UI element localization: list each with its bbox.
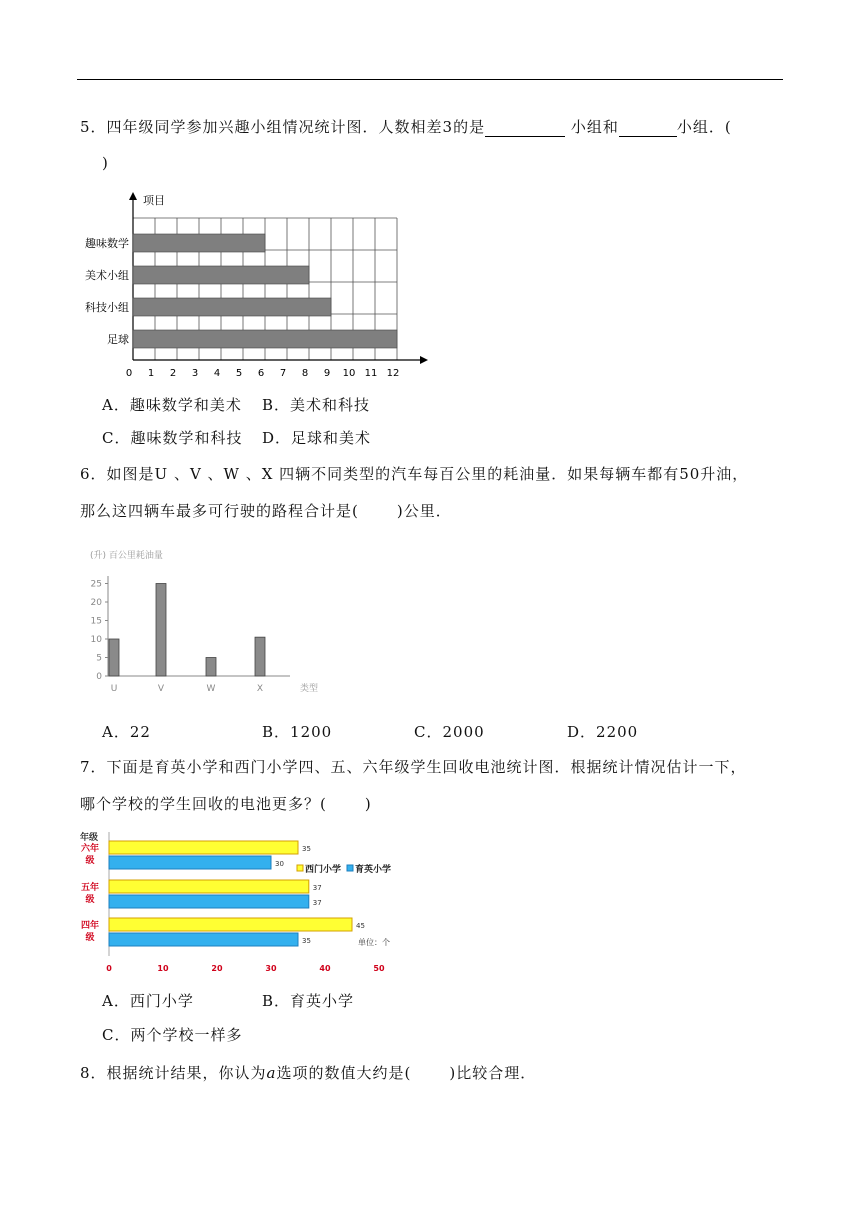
category-label: 科技小组 bbox=[85, 301, 129, 314]
bar bbox=[109, 880, 309, 893]
y-tick-label: 5 bbox=[96, 653, 102, 664]
data-label: 30 bbox=[275, 860, 284, 868]
x-tick-label: V bbox=[157, 684, 165, 694]
q6-option-c[interactable]: C．2000 bbox=[414, 723, 485, 741]
bar bbox=[255, 637, 265, 676]
y-axis-title: 年级 bbox=[80, 833, 99, 843]
q5-stem-text-2: 小组和 bbox=[570, 118, 619, 136]
x-tick-label: 10 bbox=[157, 964, 169, 973]
data-label: 45 bbox=[356, 922, 365, 930]
x-tick-label: 3 bbox=[191, 368, 199, 379]
category-label: 级 bbox=[85, 933, 95, 943]
x-tick-label: 11 bbox=[364, 368, 378, 379]
q8-stem-text: 8．根据统计结果，你认为 bbox=[80, 1064, 267, 1082]
legend-label: 育英小学 bbox=[355, 865, 392, 875]
x-tick-label: 12 bbox=[386, 368, 400, 379]
x-axis-arrow bbox=[420, 356, 428, 364]
data-label: 35 bbox=[302, 937, 311, 945]
q5-option-a[interactable]: A．趣味数学和美术 bbox=[102, 396, 242, 414]
legend-label: 西门小学 bbox=[305, 865, 342, 875]
x-tick-label: W bbox=[206, 684, 216, 694]
q5-stem bbox=[80, 116, 732, 137]
q5-answer-blank-1[interactable] bbox=[485, 120, 565, 137]
x-tick-label: 20 bbox=[211, 964, 223, 973]
q5-stem-text-3: 小组．( bbox=[676, 118, 732, 136]
q7-stem-text: 哪个学校的学生回收的电池更多？( bbox=[80, 795, 327, 813]
category-label: 足球 bbox=[107, 333, 129, 346]
q6-stem-line2 bbox=[80, 500, 452, 521]
q8-stem bbox=[80, 1062, 536, 1083]
category-label: 级 bbox=[85, 895, 95, 905]
q5-option-c[interactable]: C．趣味数学和科技 bbox=[102, 429, 243, 447]
y-tick-label: 25 bbox=[90, 579, 102, 590]
bar bbox=[206, 658, 216, 677]
chart-title: (升) 百公里耗油量 bbox=[90, 551, 163, 561]
q8-stem-text-2: 选项的数值大约是( bbox=[276, 1064, 412, 1082]
category-label: 六年 bbox=[80, 844, 100, 854]
q7-stem-line1: 7．下面是育英小学和西门小学四、五、六年级学生回收电池统计图．根据统计情况估计一下， bbox=[80, 758, 747, 776]
x-tick-label: 4 bbox=[213, 368, 221, 379]
q6-option-b[interactable]: B．1200 bbox=[262, 723, 333, 741]
x-tick-label: 0 bbox=[125, 368, 133, 379]
x-tick-label: 2 bbox=[169, 368, 177, 379]
bar bbox=[133, 266, 309, 284]
category-label: 四年 bbox=[80, 921, 100, 931]
legend-swatch bbox=[347, 865, 353, 871]
category-label: 级 bbox=[85, 856, 95, 866]
bar bbox=[109, 895, 309, 908]
y-tick-label: 0 bbox=[96, 672, 102, 682]
x-tick-label: U bbox=[110, 684, 118, 694]
q7-option-a[interactable]: A．西门小学 bbox=[102, 992, 194, 1010]
header-rule bbox=[77, 79, 783, 80]
category-label: 美术小组 bbox=[85, 269, 129, 282]
category-label: 五年 bbox=[80, 883, 100, 893]
bar bbox=[133, 330, 397, 348]
bar bbox=[109, 918, 352, 931]
unit-label: 单位：个 bbox=[358, 938, 390, 947]
x-tick-label: 40 bbox=[319, 964, 331, 973]
data-label: 37 bbox=[312, 884, 322, 892]
q6-option-d[interactable]: D．2200 bbox=[567, 723, 639, 741]
y-tick-label: 10 bbox=[90, 635, 102, 645]
q6-stem-text: 那么这四辆车最多可行驶的路程合计是( bbox=[80, 502, 359, 520]
bar bbox=[133, 298, 331, 316]
y-tick-label: 15 bbox=[90, 616, 102, 627]
x-tick-label: 6 bbox=[257, 368, 265, 379]
q5-paren-close: ) bbox=[102, 154, 109, 172]
bar bbox=[156, 584, 166, 677]
q5-answer-blank-2[interactable] bbox=[619, 120, 677, 137]
q5-stem-text: 5．四年级同学参加兴趣小组情况统计图．人数相差3的是 bbox=[80, 118, 486, 136]
x-tick-label: 9 bbox=[323, 368, 331, 379]
bar bbox=[109, 856, 271, 869]
q6-stem-line1: 6．如图是U 、V 、W 、X 四辆不同类型的汽车每百公里的耗油量．如果每辆车都有50升油， bbox=[80, 465, 749, 483]
x-tick-label: 0 bbox=[106, 964, 112, 973]
x-tick-label: 10 bbox=[342, 368, 356, 379]
q8-stem-text-3: )比较合理． bbox=[449, 1064, 537, 1082]
q7-option-b[interactable]: B．育英小学 bbox=[262, 992, 355, 1010]
x-tick-label: X bbox=[256, 684, 264, 694]
bar bbox=[109, 933, 298, 946]
battery-recycling-bar-chart bbox=[78, 828, 408, 976]
bar bbox=[109, 639, 119, 676]
q8-variable-a: a bbox=[266, 1064, 277, 1082]
x-tick-label: 7 bbox=[279, 368, 287, 379]
bar bbox=[133, 234, 265, 252]
x-tick-label: 5 bbox=[235, 368, 243, 379]
y-axis-title: 项目 bbox=[143, 194, 165, 207]
category-label: 趣味数学 bbox=[85, 237, 129, 250]
interest-group-bar-chart bbox=[76, 188, 436, 380]
q7-option-c[interactable]: C．两个学校一样多 bbox=[102, 1026, 243, 1044]
data-label: 37 bbox=[312, 899, 322, 907]
y-axis-arrow bbox=[129, 192, 137, 200]
bar bbox=[109, 841, 298, 854]
x-axis-title: 类型 bbox=[300, 684, 319, 694]
legend-swatch bbox=[297, 865, 303, 871]
q6-stem-text-2: )公里． bbox=[396, 502, 452, 520]
fuel-consumption-bar-chart bbox=[84, 546, 334, 696]
q5-option-d[interactable]: D．足球和美术 bbox=[262, 429, 372, 447]
q7-stem-text-2: ) bbox=[364, 795, 372, 813]
q5-option-b[interactable]: B．美术和科技 bbox=[262, 396, 371, 414]
x-tick-label: 1 bbox=[147, 368, 155, 379]
data-label: 35 bbox=[302, 845, 311, 853]
x-tick-label: 8 bbox=[301, 368, 309, 379]
q6-option-a[interactable]: A．22 bbox=[102, 723, 151, 741]
x-tick-label: 50 bbox=[373, 964, 385, 973]
y-tick-label: 20 bbox=[90, 598, 102, 608]
q7-stem-line2 bbox=[80, 793, 372, 814]
x-tick-label: 30 bbox=[265, 964, 277, 973]
